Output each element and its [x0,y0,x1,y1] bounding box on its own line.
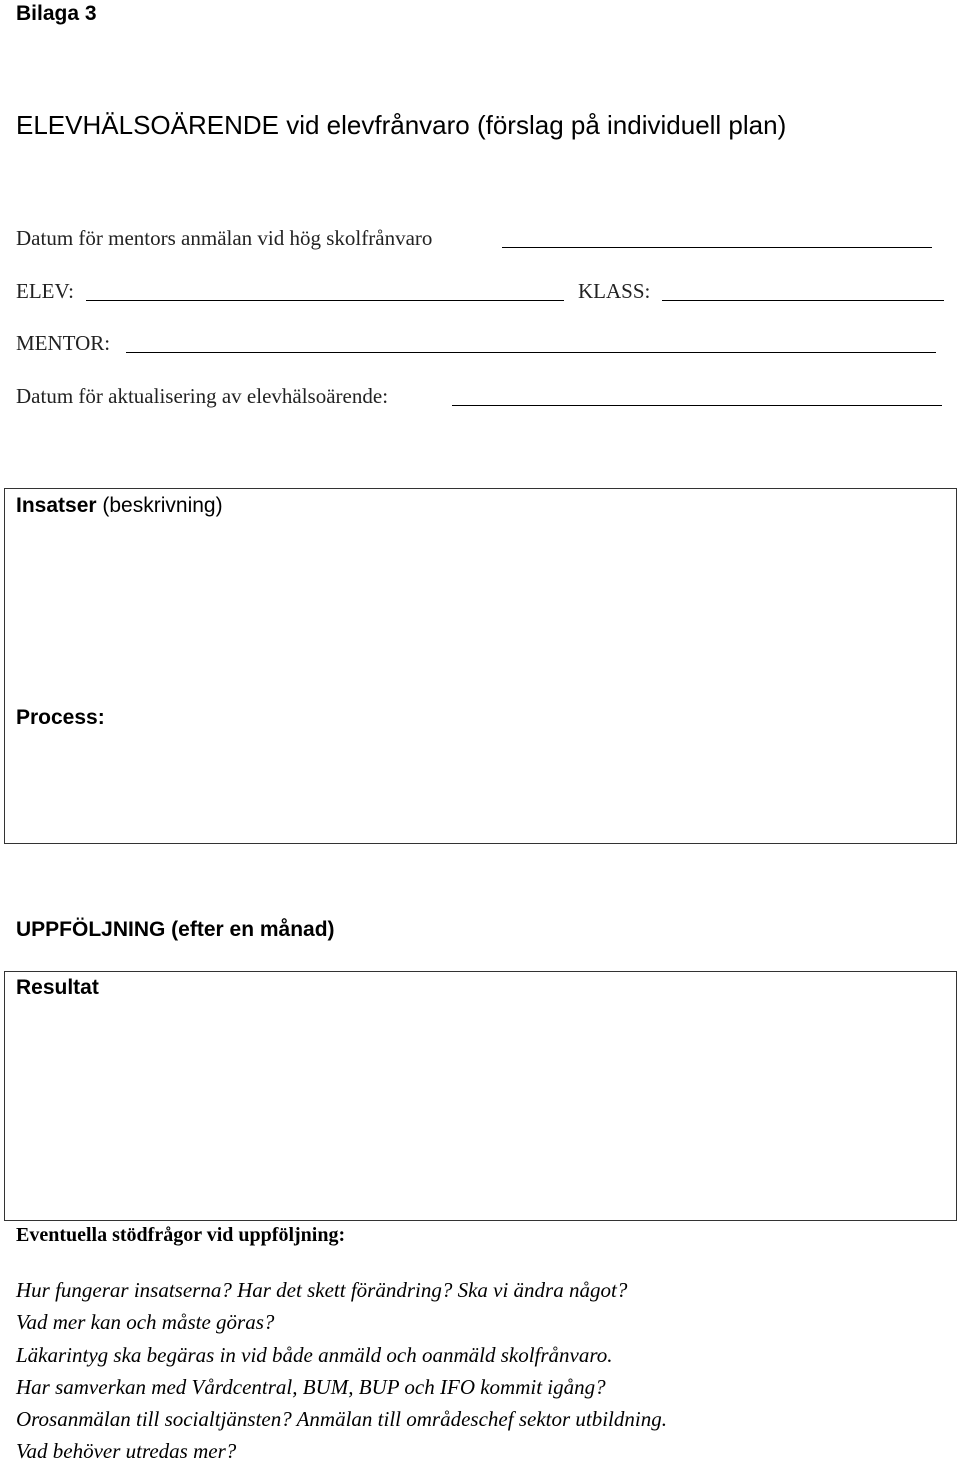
class-field[interactable] [662,300,944,301]
support-question-line: Har samverkan med Vårdcentral, BUM, BUP och IFO kommit igång? [16,1375,606,1399]
support-question-line: Vad behöver utredas mer? [16,1439,237,1463]
support-question-line: Hur fungerar insatserna? Har det skett förändring? Ska vi ändra något? [16,1278,628,1302]
measures-label-bold: Insatser [16,494,97,517]
process-label: Process: [16,706,105,729]
mentor-field[interactable] [126,352,936,353]
support-question-line: Orosanmälan till socialtjänsten? Anmälan till områdeschef sektor utbildning. [16,1407,667,1431]
actualization-date-label: Datum för aktualisering av elevhälsoärende: [16,384,389,408]
support-questions-heading: Eventuella stödfrågor vid uppföljning: [16,1224,346,1246]
followup-heading: UPPFÖLJNING (efter en månad) [16,918,335,941]
attachment-label: Bilaga 3 [16,2,97,25]
measures-box[interactable] [4,488,957,844]
document-title: ELEVHÄLSOÄRENDE vid elevfrånvaro (förslag på individuell plan) [16,110,787,140]
student-field[interactable] [86,300,564,301]
actualization-date-field[interactable] [452,405,942,406]
report-date-label: Datum för mentors anmälan vid hög skolfrånvaro [16,226,433,250]
report-date-field[interactable] [502,247,932,248]
support-question-line: Vad mer kan och måste göras? [16,1310,275,1334]
result-label: Resultat [16,976,99,999]
student-label: ELEV: [16,279,74,303]
support-question-line: Läkarintyg ska begäras in vid både anmäld och oanmäld skolfrånvaro. [16,1343,613,1367]
class-label: KLASS: [578,279,651,303]
result-box[interactable] [4,971,957,1221]
measures-label [16,494,223,518]
mentor-label: MENTOR: [16,331,111,355]
measures-label-rest: (beskrivning) [96,494,223,517]
